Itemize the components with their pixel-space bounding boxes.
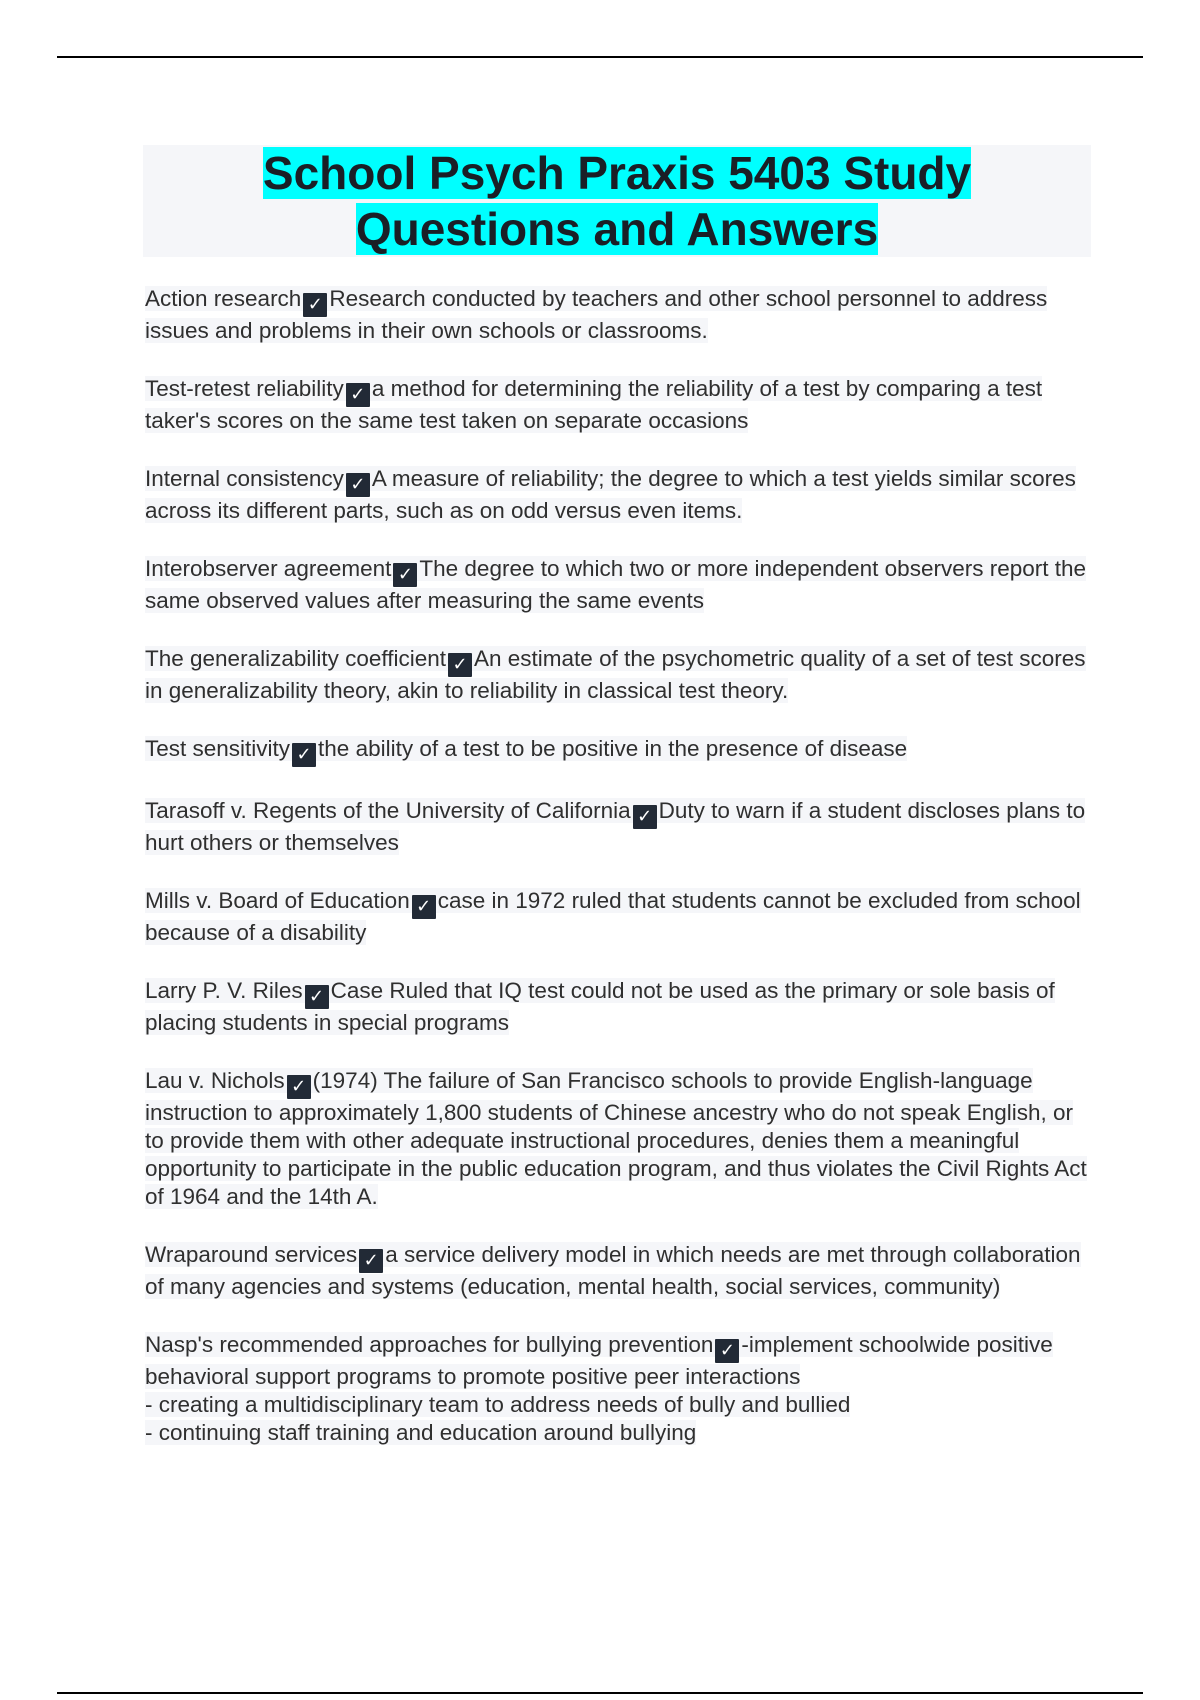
qa-entry bbox=[145, 797, 1090, 857]
checkmark-icon: ✓ bbox=[346, 473, 370, 497]
term: Test sensitivity bbox=[145, 736, 291, 761]
qa-entry bbox=[145, 977, 1090, 1037]
checkmark-icon: ✓ bbox=[715, 1339, 739, 1363]
term: Internal consistency bbox=[145, 466, 344, 491]
qa-entry bbox=[145, 465, 1090, 525]
definition: Research conducted by teachers and other school personnel to address issues and problems in their own schools or classrooms. bbox=[145, 286, 1048, 343]
checkmark-icon: ✓ bbox=[359, 1249, 383, 1273]
definition: a service delivery model in which needs are met through collaboration of many agencies and systems (education, mental health, social services, community) bbox=[145, 1242, 1081, 1299]
qa-entry bbox=[145, 285, 1090, 345]
checkmark-icon: ✓ bbox=[346, 383, 370, 407]
qa-entry bbox=[145, 645, 1090, 705]
checkmark-icon: ✓ bbox=[448, 653, 472, 677]
definition: case in 1972 ruled that students cannot be excluded from school because of a disability bbox=[145, 888, 1081, 945]
term: Mills v. Board of Education bbox=[145, 888, 410, 913]
definition: -implement schoolwide positive behavioral support programs to promote positive peer interactions bbox=[145, 1332, 1053, 1389]
term: Larry P. V. Riles bbox=[145, 978, 303, 1003]
checkmark-icon: ✓ bbox=[287, 1075, 311, 1099]
checkmark-icon: ✓ bbox=[303, 293, 327, 317]
bottom-rule bbox=[57, 1692, 1143, 1694]
term: Nasp's recommended approaches for bullying prevention bbox=[145, 1332, 714, 1357]
qa-entry bbox=[145, 1067, 1090, 1211]
term: Action research bbox=[145, 286, 302, 311]
checkmark-icon: ✓ bbox=[412, 895, 436, 919]
definition-line: - continuing staff training and education around bullying bbox=[145, 1420, 697, 1445]
page-title-line-1: School Psych Praxis 5403 Study bbox=[262, 147, 972, 199]
definition: A measure of reliability; the degree to which a test yields similar scores across its different parts, such as on odd versus even items. bbox=[145, 466, 1076, 523]
term: Lau v. Nichols bbox=[145, 1068, 285, 1093]
definition: the ability of a test to be positive in the presence of disease bbox=[318, 736, 908, 761]
definition: An estimate of the psychometric quality of a set of test scores in generalizability theory, akin to reliability in classical test theory. bbox=[145, 646, 1086, 703]
qa-entry bbox=[145, 735, 1090, 767]
definition: Duty to warn if a student discloses plans to hurt others or themselves bbox=[145, 798, 1086, 855]
definition: The degree to which two or more independent observers report the same observed values after measuring the same events bbox=[145, 556, 1087, 613]
checkmark-icon: ✓ bbox=[393, 563, 417, 587]
qa-list bbox=[145, 285, 1090, 1477]
definition: Case Ruled that IQ test could not be used as the primary or sole basis of placing students in special programs bbox=[145, 978, 1055, 1035]
qa-entry bbox=[145, 1241, 1090, 1301]
checkmark-icon: ✓ bbox=[292, 743, 316, 767]
title-block bbox=[143, 145, 1091, 257]
definition-line: - creating a multidisciplinary team to address needs of bully and bullied bbox=[145, 1392, 851, 1417]
page-title-line-2: Questions and Answers bbox=[355, 203, 879, 255]
term: Wraparound services bbox=[145, 1242, 358, 1267]
qa-entry bbox=[145, 555, 1090, 615]
qa-entry bbox=[145, 375, 1090, 435]
qa-entry bbox=[145, 887, 1090, 947]
term: Test-retest reliability bbox=[145, 376, 344, 401]
term: Tarasoff v. Regents of the University of California bbox=[145, 798, 631, 823]
checkmark-icon: ✓ bbox=[633, 805, 657, 829]
checkmark-icon: ✓ bbox=[305, 985, 329, 1009]
definition: a method for determining the reliability of a test by comparing a test taker's scores on the same test taken on separate occasions bbox=[145, 376, 1043, 433]
qa-entry bbox=[145, 1331, 1090, 1447]
top-rule bbox=[57, 56, 1143, 58]
definition: (1974) The failure of San Francisco schools to provide English-language instruction to approximately 1,800 students of Chinese ancestry who do not speak English, or to provide them with other adequate instructional procedures, denies them a meaningful opportunity to participate in the public education program, and thus violates the Civil Rights Act of 1964 and the 14th A. bbox=[145, 1068, 1087, 1209]
term: Interobserver agreement bbox=[145, 556, 392, 581]
term: The generalizability coefficient bbox=[145, 646, 447, 671]
